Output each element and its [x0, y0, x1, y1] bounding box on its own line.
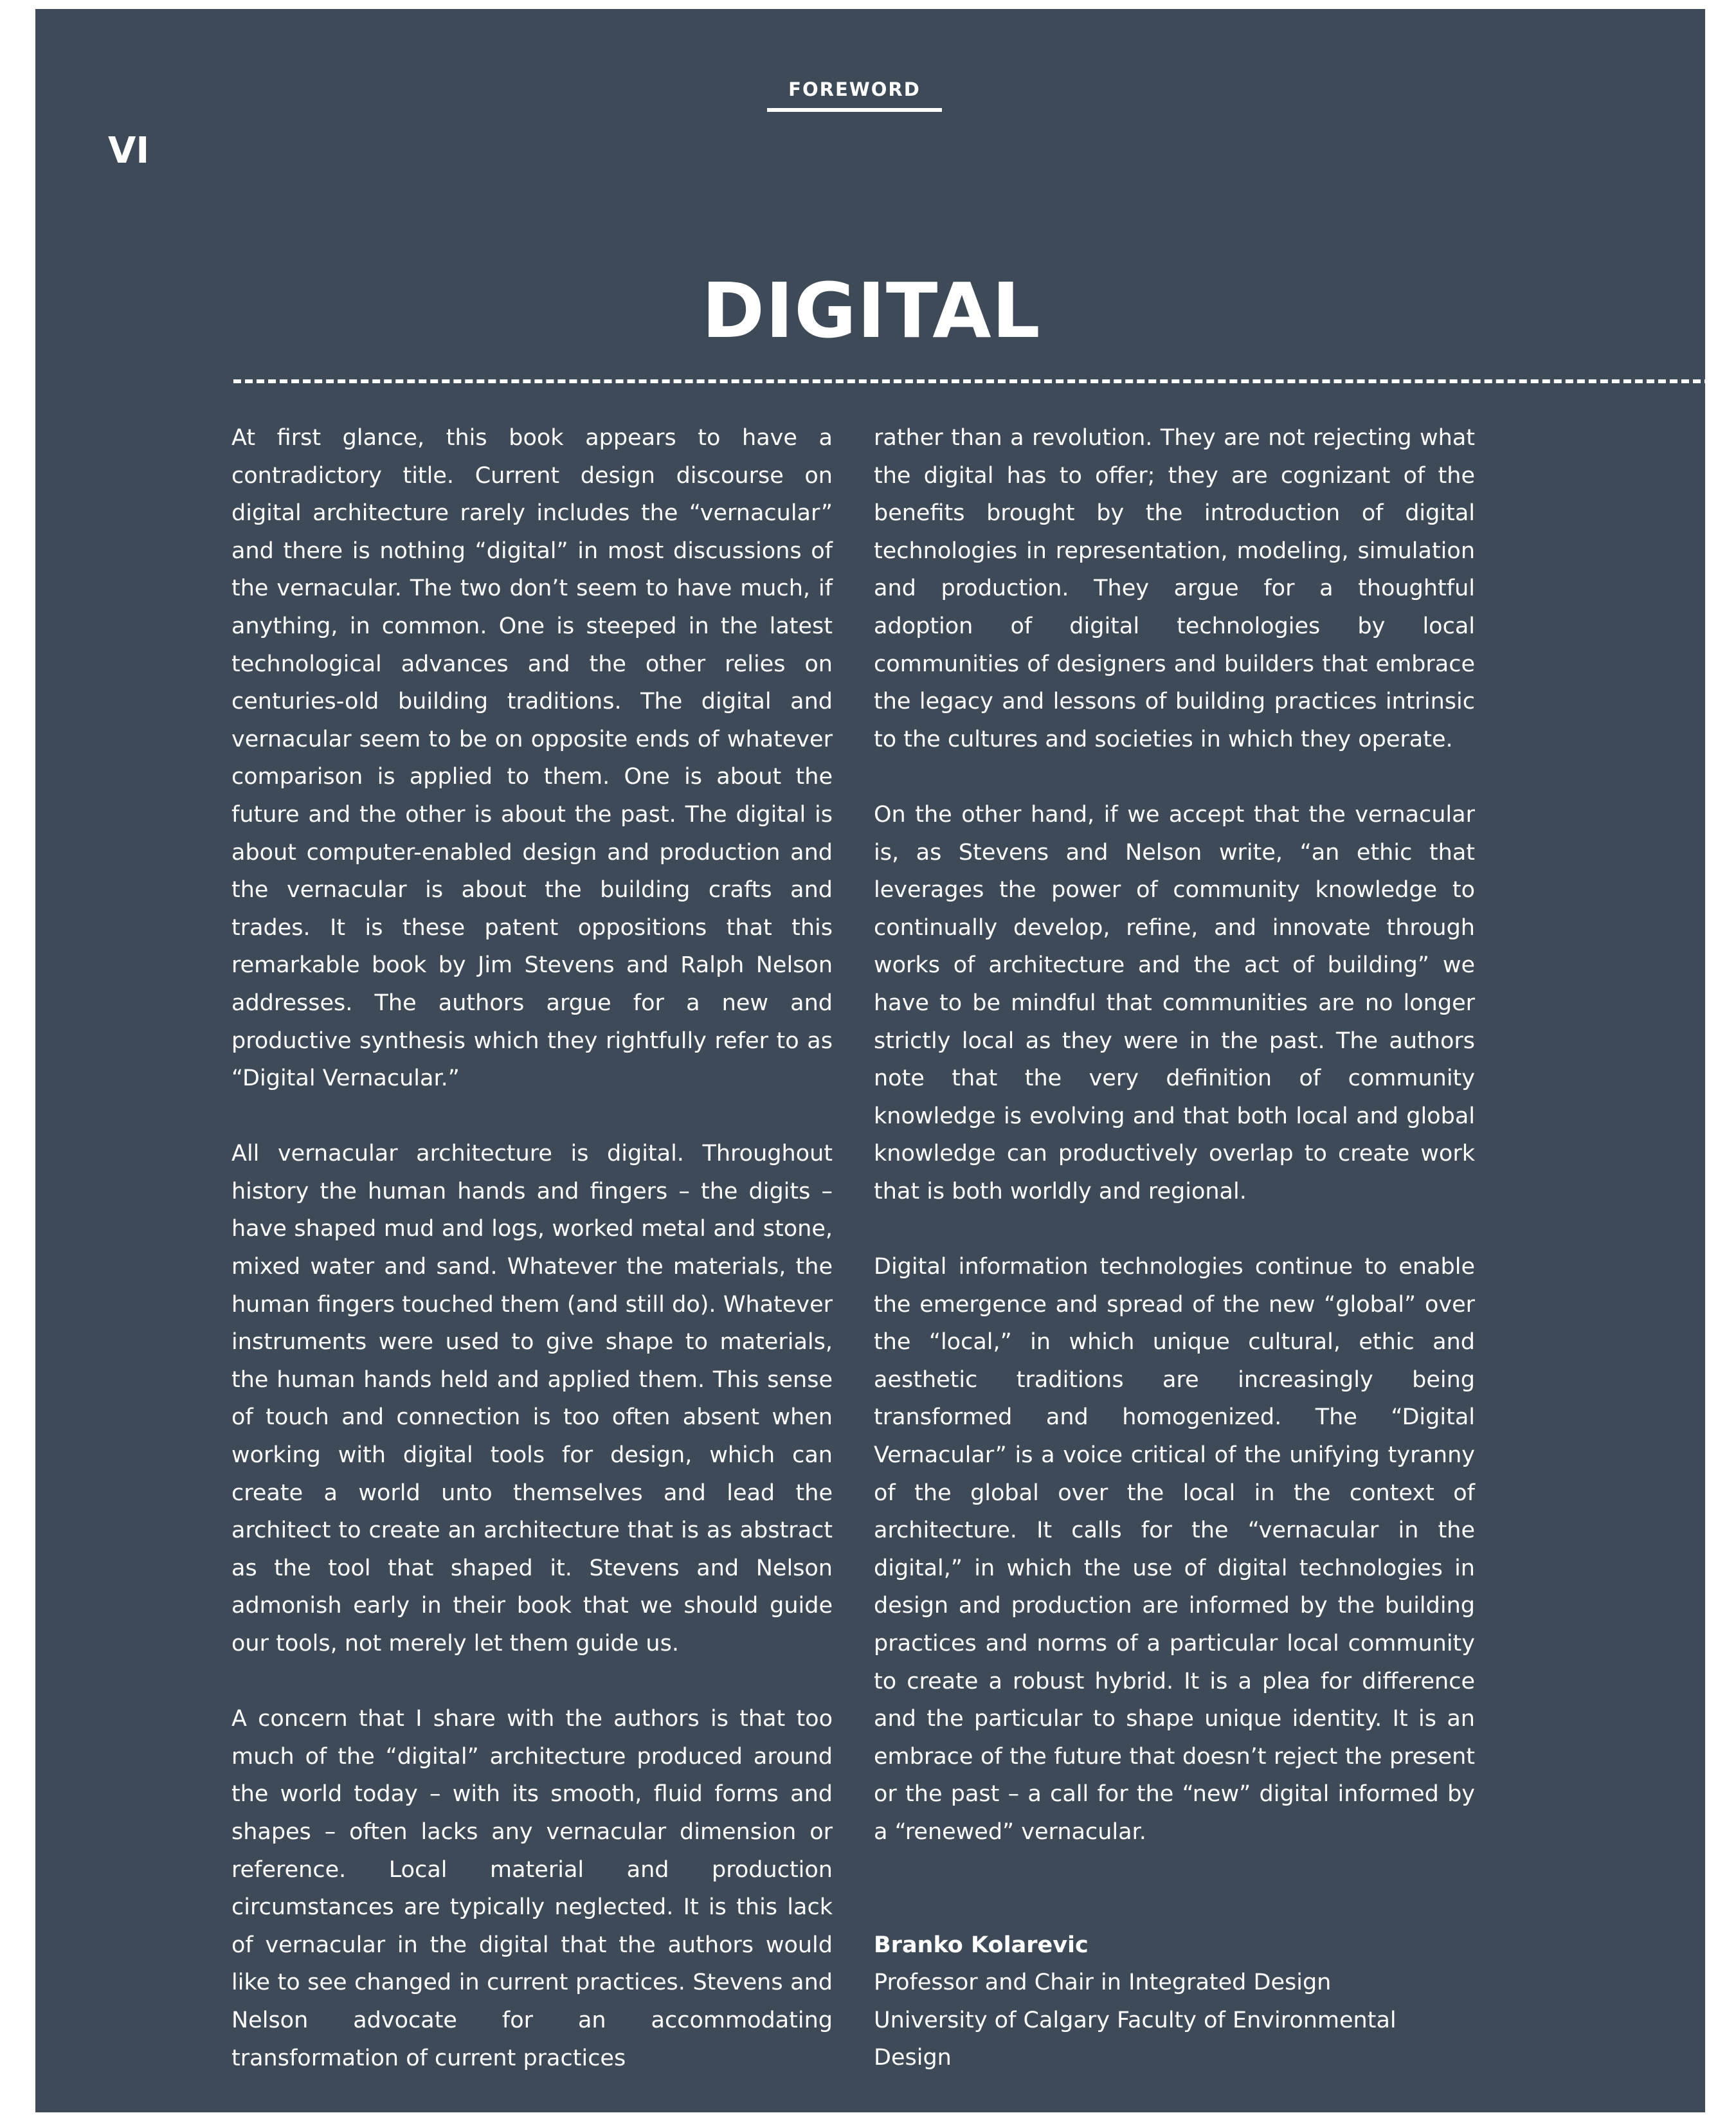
right-column [874, 419, 1475, 2077]
left-column [231, 419, 833, 2112]
foreword-page [35, 9, 1705, 2112]
author-position: Professor and Chair in Integrated Design [874, 1970, 1332, 1996]
body-paragraph: Digital information technologies continue to enable the emergence and spread of the new “global” over the “local,” in which unique cultural, ethic and aesthetic traditions are increasingly being transformed and homogenized. The “Digital Vernacular” is a voice critical of the unifying tyranny of the global over the local in the context of architecture. It calls for the “vernacular in the digital,” in which the use of digital technologies in design and production are informed by the building practices and norms of a particular local community to create a robust hybrid. It is a plea for difference and the particular to shape unique identity. It is an embrace of the future that doesn’t reject the present or the past – a call for the “new” digital informed by a “renewed” vernacular. [874, 1254, 1475, 1845]
author-institution: University of Calgary Faculty of Environmental Design [874, 2007, 1397, 2071]
body-paragraph: At first glance, this book appears to have a contradictory title. Current design discourse on digital architecture rarely includes the “vernacular” and there is nothing “digital” in most discussions of the vernacular. The two don’t seem to have much, if anything, in common. One is steeped in the latest technological advances and the other relies on centuries-old building traditions. The digital and vernacular seem to be on opposite ends of whatever comparison is applied to them. One is about the future and the other is about the past. The digital is about computer-enabled design and production and the vernacular is about the building crafts and trades. It is these patent oppositions that this remarkable book by Jim Stevens and Ralph Nelson addresses. The authors argue for a new and productive synthesis which they rightfully refer to as “Digital Vernacular.” [231, 425, 833, 1092]
body-paragraph: On the other hand, if we accept that the vernacular is, as Stevens and Nelson write, “an ethic that leverages the power of community knowledge to continually develop, refine, and innovate through works of architecture and the act of building” we have to be mindful that communities are no longer strictly local as they were in the past. The authors note that the very definition of community knowledge is evolving and that both local and global knowledge can productively overlap to create work that is both worldly and regional. [874, 801, 1475, 1204]
title-dashed-divider [233, 379, 1705, 383]
page-number: VI [108, 130, 150, 172]
page-title: DIGITAL [701, 266, 1041, 355]
body-paragraph: All vernacular architecture is digital. Throughout history the human hands and fingers – the digits – have shaped mud and logs, worked metal and stone, mixed water and sand. Whatever the materials, the human fingers touched them (and still do). Whatever instruments were used to give shape to materials, the human hands held and applied them. This sense of touch and connection is too often absent when working with digital tools for design, which can create a world unto themselves and lead the architect to create an architecture that is as abstract as the tool that shaped it. Stevens and Nelson admonish early in their book that we should guide our tools, not merely let them guide us. [231, 1141, 833, 1656]
author-name: Branko Kolarevic [874, 1932, 1089, 1958]
section-label: FOREWORD [767, 78, 942, 112]
author-signature [874, 1927, 1475, 2077]
body-paragraph: A concern that I share with the authors is that too much of the “digital” architecture produced around the world today – with its smooth, fluid forms and shapes – often lacks any vernacular dimension or reference. Local material and production circumstances are typically neglected. It is this lack of vernacular in the digital that the authors would like to see changed in current practices. Stevens and Nelson advocate for an accommodating transformation of current practices [231, 1706, 833, 2071]
body-paragraph: rather than a revolution. They are not rejecting what the digital has to offer; they are cognizant of the benefits brought by the introduction of digital technologies in representation, modeling, simulation and production. They argue for a thoughtful adoption of digital technologies by local communities of designers and builders that embrace the legacy and lessons of building practices intrinsic to the cultures and societies in which they operate. [874, 425, 1475, 752]
